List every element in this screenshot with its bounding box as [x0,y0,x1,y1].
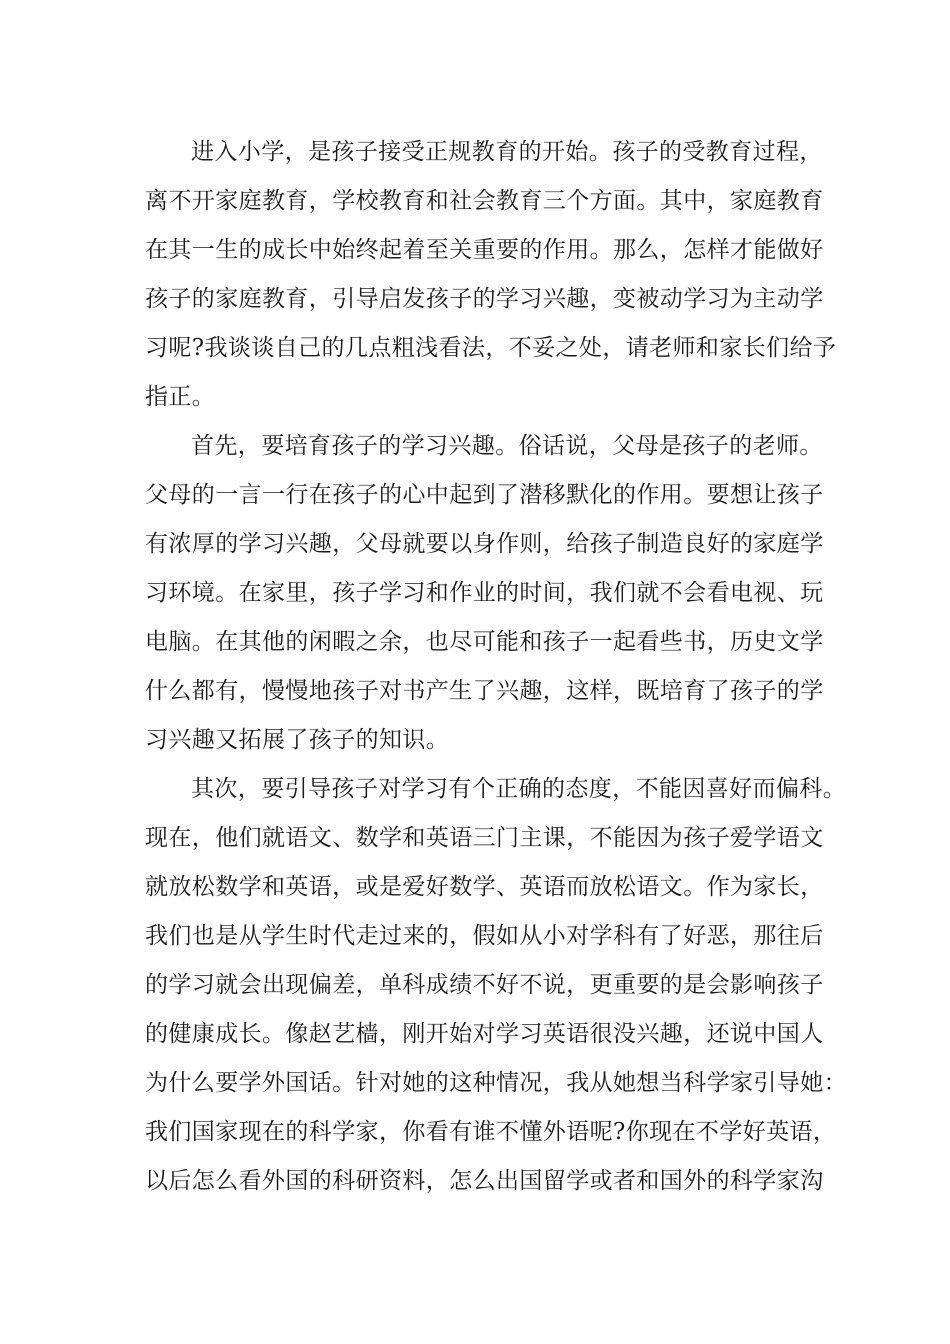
paragraph-line: 习环境。在家里，孩子学习和作业的时间，我们就不会看电视、玩 [145,580,824,606]
paragraph-line: 的健康成长。像赵艺樯，刚开始对学习英语很没兴趣，还说中国人 [145,1021,824,1047]
paragraph-line: 指正。 [145,384,216,410]
paragraph-line: 电脑。在其他的闲暇之余，也尽可能和孩子一起看些书，历史文学 [145,629,824,655]
paragraph-line: 有浓厚的学习兴趣，父母就要以身作则，给孩子制造良好的家庭学 [145,531,824,557]
paragraph-line: 什么都有，慢慢地孩子对书产生了兴趣，这样，既培育了孩子的学 [145,678,824,704]
paragraph-line: 我们也是从学生时代走过来的，假如从小对学科有了好恶，那往后 [145,923,824,949]
paragraph-line: 我们国家现在的科学家，你看有谁不懂外语呢?你现在不学好英语， [145,1119,837,1145]
paragraph-line: 现在，他们就语文、数学和英语三门主课，不能因为孩子爱学语文 [145,825,824,851]
paragraph-1 [145,128,837,422]
paragraph-line: 首先，要培育孩子的学习兴趣。俗话说，父母是孩子的老师。 [191,433,823,459]
paragraph-line: 父母的一言一行在孩子的心中起到了潜移默化的作用。要想让孩子 [145,482,824,508]
paragraph-line: 离不开家庭教育，学校教育和社会教育三个方面。其中，家庭教育 [145,188,824,214]
paragraph-3 [145,765,847,1206]
document-body [145,128,847,1206]
paragraph-line: 就放松数学和英语，或是爱好数学、英语而放松语文。作为家长， [145,874,824,900]
paragraph-2 [145,422,824,765]
paragraph-line: 进入小学，是孩子接受正规教育的开始。孩子的受教育过程， [191,139,823,165]
paragraph-line: 的学习就会出现偏差，单科成绩不好不说，更重要的是会影响孩子 [145,972,824,998]
paragraph-line: 习兴趣又拓展了孩子的知识。 [145,727,450,753]
paragraph-line: 其次，要引导孩子对学习有个正确的态度，不能因喜好而偏科。 [191,776,847,802]
paragraph-line: 为什么要学外国话。针对她的这种情况，我从她想当科学家引导她： [145,1070,847,1096]
paragraph-line: 孩子的家庭教育，引导启发孩子的学习兴趣，变被动学习为主动学 [145,286,824,312]
paragraph-line: 在其一生的成长中始终起着至关重要的作用。那么，怎样才能做好 [145,237,824,263]
paragraph-line: 以后怎么看外国的科研资料，怎么出国留学或者和国外的科学家沟 [145,1168,824,1194]
paragraph-line: 习呢?我谈谈自己的几点粗浅看法，不妥之处，请老师和家长们给予 [145,335,837,361]
